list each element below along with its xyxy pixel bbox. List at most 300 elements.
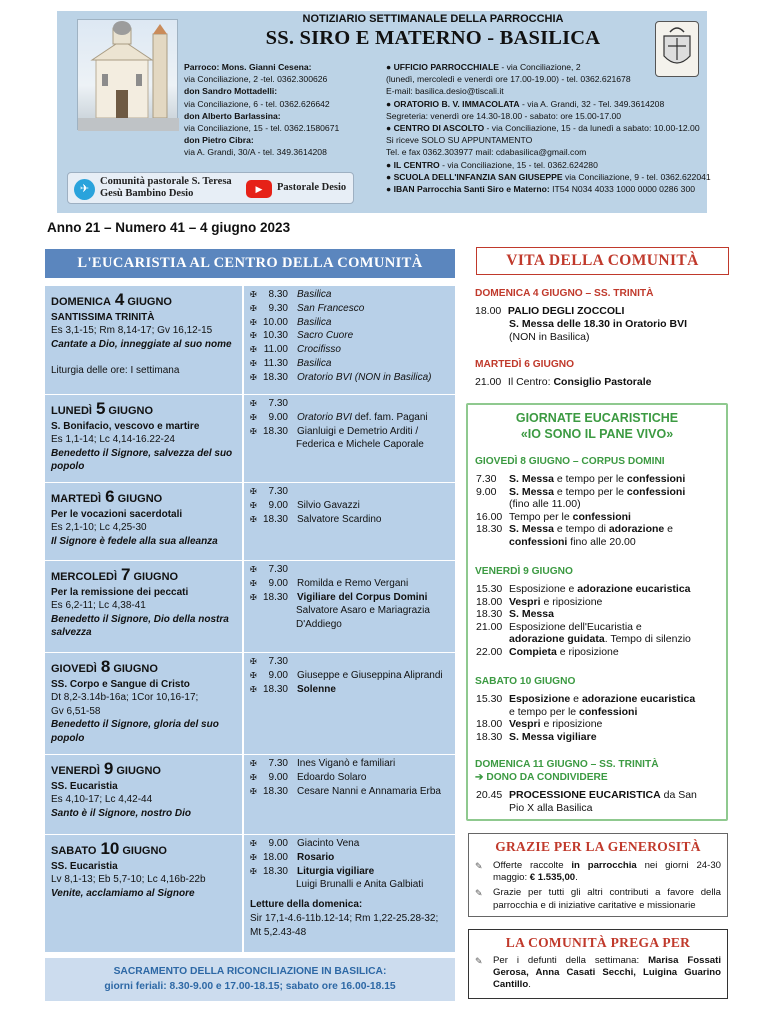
event-text: S. Messa xyxy=(509,523,554,536)
day-reading-line: popolo xyxy=(51,461,85,473)
giornate-event-line xyxy=(476,789,697,802)
letture-line: Sir 17,1-4.6-11b.12-14; Rm 1,22-25.28-32; xyxy=(250,912,439,924)
day-info xyxy=(45,755,244,834)
giornate-event-line xyxy=(476,646,691,659)
day-reading-line: Dt 8,2-3.14b-16a; 1Cor 10,16-17; xyxy=(51,692,199,704)
dono-heading: ➔ DONO DA CONDIVIDERE xyxy=(475,772,608,783)
giornate-event-line xyxy=(476,486,685,499)
service-line xyxy=(386,183,711,195)
cross-icon: ✠ xyxy=(250,290,257,299)
mass-entry xyxy=(250,837,455,851)
day-info xyxy=(45,561,244,652)
event-time: 9.00 xyxy=(476,485,497,498)
giornate-event-line xyxy=(476,596,691,609)
ringraziamento-text: Grazie per tutti gli altri contributi a favore della parrocchia e di iniziative caritative e missionarie xyxy=(493,887,721,911)
day-reading-line: salvezza xyxy=(51,627,92,639)
basilica-photo xyxy=(77,19,178,130)
day-reading-line: Per le vocazioni sacerdotali xyxy=(51,509,183,520)
mass-intention: San Francesco xyxy=(297,302,365,314)
mass-entry xyxy=(250,655,455,669)
service-detail: - via Conciliazione, 15 - tel. 0362.624280 xyxy=(439,159,598,170)
day-reading-line: Benedetto il Signore, salvezza del suo xyxy=(51,447,233,459)
cross-icon: ✠ xyxy=(250,759,257,768)
day-month: GIUGNO xyxy=(116,765,161,777)
day-reading-line: Benedetto il Signore, gloria del suo xyxy=(51,719,219,731)
day-month: GIUGNO xyxy=(113,663,158,675)
event-text: confessioni xyxy=(626,485,686,498)
mass-entry xyxy=(250,499,455,513)
event-detail: S. Messa delle 18.30 in Oratorio BVI xyxy=(509,317,687,330)
giornate-event-line xyxy=(476,621,691,634)
service-detail: Tel. e fax 0362.303977 mail: cdabasilica@gmail.com xyxy=(386,147,587,158)
day-month: GIUGNO xyxy=(122,845,167,857)
event-text: PROCESSIONE EUCARISTICA xyxy=(509,789,661,801)
mass-intention xyxy=(292,563,297,577)
cross-icon: ✠ xyxy=(250,426,257,436)
cross-icon: ✠ xyxy=(250,331,257,341)
mass-intention: Ines Viganò e familiari xyxy=(297,758,396,769)
event-time: 15.30 xyxy=(476,693,503,705)
grazie-title: GRAZIE PER LA GENEROSITÀ xyxy=(495,839,701,854)
event-text: adorazione xyxy=(608,523,665,536)
mass-time: 7.30 xyxy=(268,398,288,409)
mass-entry xyxy=(250,591,455,605)
telegram-label-line-1: Comunità pastorale S. Teresa xyxy=(100,176,232,187)
cross-icon: ✠ xyxy=(250,412,257,422)
mass-time: 9.00 xyxy=(268,771,288,783)
mass-time: 18.30 xyxy=(262,371,288,383)
giovedi-events xyxy=(476,473,685,549)
day-reading-line: Venite, acclamiamo al Signore xyxy=(51,887,195,899)
day-row xyxy=(45,286,455,394)
mass-entry xyxy=(250,397,455,411)
day-number: 8 xyxy=(100,657,111,676)
domenica-events xyxy=(476,789,697,814)
service-detail: - via A. Grandi, 32 - Tel. 349.3614208 xyxy=(519,98,665,109)
giornate-title xyxy=(468,410,726,442)
event-time: 15.30 xyxy=(476,583,503,595)
telegram-label-line-2: Gesù Bambino Desio xyxy=(100,188,194,199)
day-info xyxy=(45,835,244,952)
event-text: . Tempo di silenzio xyxy=(604,633,691,646)
mass-place: Oratorio BVI xyxy=(297,411,353,423)
service-detail: IT54 N034 4033 1000 0000 0286 300 xyxy=(549,183,696,194)
giornate-event-line xyxy=(476,731,695,744)
mass-entry xyxy=(250,485,455,499)
riconciliazione-title: SACRAMENTO DELLA RICONCILIAZIONE IN BASILICA: xyxy=(113,966,387,977)
event-note: (NON in Basilica) xyxy=(509,330,590,343)
event-time: 16.00 xyxy=(476,510,503,523)
domenica-heading: DOMENICA 11 GIUGNO – SS. TRINITÀ xyxy=(475,759,659,770)
mass-time: 7.30 xyxy=(268,758,288,769)
event-text: confessioni xyxy=(626,473,686,485)
mass-entry xyxy=(250,577,455,591)
pencil-icon: ✎ xyxy=(475,956,483,966)
day-month: GIUGNO xyxy=(117,493,163,505)
day-info xyxy=(45,286,244,394)
mass-intention: Cesare Nanni e Annamaria Erba xyxy=(297,785,441,797)
day-name: VENERDÌ xyxy=(51,765,100,777)
service-name: ● IBAN Parrocchia Santi Siro e Materno: xyxy=(386,183,550,194)
event-time: 7.30 xyxy=(476,473,497,485)
mass-intention: Oratorio BVI (NON in Basilica) xyxy=(297,371,432,383)
mass-intention: Oratorio BVI def. fam. Pagani xyxy=(297,411,428,423)
clergy-line: via Conciliazione, 2 -tel. 0362.300626 xyxy=(184,74,328,85)
cross-icon: ✠ xyxy=(250,670,257,680)
youtube-icon[interactable]: ▶ xyxy=(246,180,272,198)
event-time: 18.30 xyxy=(476,730,503,743)
event-text: adorazione guidata xyxy=(509,633,605,646)
cross-icon: ✠ xyxy=(250,514,257,524)
mass-time: 7.30 xyxy=(268,564,288,575)
youtube-link[interactable]: Pastorale Desio xyxy=(277,182,347,193)
vita-sunday-heading: DOMENICA 4 GIUGNO – SS. TRINITÀ xyxy=(475,288,654,299)
event-text: e tempo per le xyxy=(509,705,580,718)
service-detail: - via Conciliazione, 2 xyxy=(498,62,581,72)
service-detail: Segreteria: venerdì ore 14.30-18.00 - sabato: ore 15.00-17.00 xyxy=(386,110,622,121)
day-reading-line: Il Signore è fedele alla sua alleanza xyxy=(51,535,218,547)
weekly-mass-schedule xyxy=(45,286,455,952)
offerte-text: Offerte raccolte in parrocchia nei giorni 24-30 maggio: € 1.535,00. xyxy=(493,860,721,884)
event-time: 18.00 xyxy=(476,595,503,608)
clergy-line: via A. Grandi, 30/A - tel. 349.3614208 xyxy=(184,147,327,158)
mass-times xyxy=(246,755,455,834)
day-number: 9 xyxy=(103,759,114,778)
mass-time: 7.30 xyxy=(268,486,288,497)
pencil-icon: ✎ xyxy=(475,861,483,871)
day-heading xyxy=(51,487,237,508)
event-text: (fino alle 11.00) xyxy=(509,498,581,511)
mass-time: 9.00 xyxy=(268,411,288,423)
cross-icon: ✠ xyxy=(250,399,257,408)
event-text: S. Messa xyxy=(509,608,554,621)
event-text: Tempo per le xyxy=(509,510,573,523)
day-reading-line: SS. Eucaristia xyxy=(51,861,118,872)
day-reading-line: SANTISSIMA TRINITÀ xyxy=(51,312,155,323)
defunti-text: Per i defunti della settimana: Marisa Fossati Gerosa, Anna Casati Secchi, Luigina Guarino Cantillo. xyxy=(493,955,721,991)
vita-event-palio xyxy=(475,305,687,343)
mass-times xyxy=(246,835,455,952)
newsletter-header xyxy=(57,11,711,213)
mass-entry xyxy=(250,316,455,330)
event-text: Esposizione e xyxy=(509,583,578,595)
mass-entry xyxy=(250,371,455,385)
day-row xyxy=(45,482,455,560)
cross-icon: ✠ xyxy=(250,852,257,862)
vita-event-consiglio xyxy=(475,376,651,389)
day-name: GIOVEDÌ xyxy=(51,663,97,675)
day-row xyxy=(45,834,455,952)
mass-intention-continued: Federica e Michele Caporale xyxy=(296,439,424,451)
giornate-title-line-1: GIORNATE EUCARISTICHE xyxy=(515,411,679,425)
vita-tuesday-heading: MARTEDÌ 6 GIUGNO xyxy=(475,359,575,370)
event-text: Esposizione dell'Eucaristia e xyxy=(509,620,642,633)
day-heading xyxy=(51,839,237,860)
mass-intention: Basilica xyxy=(297,316,332,328)
day-row xyxy=(45,394,455,482)
mass-time: 11.00 xyxy=(263,344,288,356)
service-detail: (lunedì, mercoledì e venerdì ore 17.00-19.00) - tel. 0362.621678 xyxy=(386,74,631,85)
event-text: confessioni xyxy=(509,535,568,548)
clergy-contacts xyxy=(184,61,339,159)
mass-intention-continued: Salvatore Asaro e Mariagrazia xyxy=(296,605,430,617)
day-reading-line: Per la remissione dei peccati xyxy=(51,587,189,598)
mass-entry xyxy=(250,329,455,343)
mass-time: 9.30 xyxy=(268,302,288,314)
day-number: 5 xyxy=(95,399,106,418)
day-info xyxy=(45,653,244,754)
cross-icon: ✠ xyxy=(250,372,257,382)
giornate-event-line xyxy=(476,473,685,486)
mass-time: 18.00 xyxy=(262,851,288,863)
cross-icon: ✠ xyxy=(250,866,257,876)
day-reading-line: SS. Corpo e Sangue di Cristo xyxy=(51,679,190,690)
parish-services-contacts xyxy=(386,61,711,195)
day-reading-line: Es 1,1-14; Lc 4,14-16.22-24 xyxy=(51,434,175,446)
telegram-icon[interactable]: ✈ xyxy=(74,179,95,200)
mass-intention: Romilda e Remo Vergani xyxy=(297,577,409,589)
mass-times xyxy=(246,395,455,482)
cross-icon: ✠ xyxy=(250,487,257,496)
venerdi-heading: VENERDÌ 9 GIUGNO xyxy=(475,566,573,577)
service-line xyxy=(386,159,711,171)
event-text: Compieta xyxy=(509,645,557,658)
day-month: GIUGNO xyxy=(108,405,154,417)
day-row xyxy=(45,652,455,754)
day-reading-line: S. Bonifacio, vescovo e martire xyxy=(51,421,200,432)
riconciliazione-hours: giorni feriali: 8.30-9.00 e 17.00-18.15; sabato ore 16.00-18.15 xyxy=(104,981,396,992)
letture-line: Mt 5,2.43-48 xyxy=(250,926,307,938)
mass-intention: Sacro Cuore xyxy=(297,330,354,342)
clergy-line: Parroco: Mons. Gianni Cesena: xyxy=(184,62,312,72)
day-month: GIUGNO xyxy=(127,296,172,308)
mass-intention xyxy=(292,485,297,499)
mass-entry xyxy=(250,851,455,865)
letture-domenica xyxy=(250,898,455,939)
event-text: Vespri xyxy=(509,718,541,731)
defunti-bullet xyxy=(469,955,727,992)
mass-intention: Solenne xyxy=(297,683,336,695)
event-time: 18.30 xyxy=(476,608,503,621)
event-text: Vespri xyxy=(509,595,541,608)
eucaristia-section-title: L'EUCARISTIA AL CENTRO DELLA COMUNITÀ xyxy=(45,249,455,278)
day-reading-line: Benedetto il Signore, Dio della nostra xyxy=(51,613,229,625)
service-line xyxy=(386,146,711,158)
giornate-eucaristiche-box xyxy=(466,403,728,821)
prega-title: LA COMUNITÀ PREGA PER xyxy=(505,935,691,950)
mass-time: 18.30 xyxy=(262,591,288,603)
mass-intention: Crocifisso xyxy=(297,344,341,356)
mass-time: 10.00 xyxy=(262,316,288,328)
mass-entry xyxy=(250,411,455,425)
day-heading xyxy=(51,759,237,780)
event-time: 18.00 xyxy=(475,305,502,317)
giornate-event-line xyxy=(476,633,691,646)
sabato-events xyxy=(476,693,695,743)
day-reading-line: Es 3,1-15; Rm 8,14-17; Gv 16,12-15 xyxy=(51,325,213,337)
mass-intention xyxy=(292,655,297,669)
mass-time: 9.00 xyxy=(268,669,288,681)
event-text: e tempo di xyxy=(553,523,609,536)
cross-icon: ✠ xyxy=(250,358,257,368)
cross-icon: ✠ xyxy=(250,565,257,574)
mass-entry xyxy=(250,563,455,577)
mass-intention: Giacinto Vena xyxy=(297,838,360,849)
day-number: 6 xyxy=(105,487,115,506)
event-text: da San xyxy=(660,789,697,801)
giornate-event-line xyxy=(476,608,691,621)
mass-entry xyxy=(250,785,455,799)
day-reading-line: Liturgia delle ore: I settimana xyxy=(51,365,180,377)
giornate-event-line xyxy=(476,511,685,524)
event-text: e tempo per le xyxy=(553,485,627,498)
day-name: MERCOLEDÌ xyxy=(51,571,117,583)
event-text: adorazione eucaristica xyxy=(577,583,691,595)
social-links xyxy=(67,172,354,204)
service-name: ● IL CENTRO xyxy=(386,159,440,170)
issue-line: Anno 21 – Numero 41 – 4 giugno 2023 xyxy=(47,220,291,235)
mass-entry xyxy=(250,771,455,785)
cross-icon: ✠ xyxy=(250,786,257,796)
mass-entry xyxy=(250,513,455,527)
prega-box xyxy=(468,929,728,999)
day-reading-line: Gv 6,51-58 xyxy=(51,705,101,717)
clergy-line: via Conciliazione, 15 - tel. 0362.1580671 xyxy=(184,122,340,133)
event-text: S. Messa xyxy=(509,473,554,485)
cross-icon: ✠ xyxy=(250,839,257,848)
service-detail: - via Conciliazione, 15 - da lunedì a sabato: 10.00-12.00 xyxy=(484,122,700,133)
clergy-line: don Sandro Mottadelli: xyxy=(184,86,278,97)
clergy-line: don Pietro Cibra: xyxy=(184,135,254,146)
mass-entry xyxy=(250,757,455,771)
day-number: 7 xyxy=(121,565,131,584)
service-line xyxy=(386,61,711,73)
event-text: adorazione eucaristica xyxy=(581,693,696,705)
mass-time: 8.30 xyxy=(268,289,288,300)
day-reading-line: SS. Eucaristia xyxy=(51,781,118,792)
vita-comunita-title: VITA DELLA COMUNITÀ xyxy=(476,247,729,275)
telegram-link[interactable] xyxy=(100,176,232,200)
giornate-title-line-2: «IO SONO IL PANE VIVO» xyxy=(520,427,674,441)
mass-times xyxy=(246,483,455,560)
cross-icon: ✠ xyxy=(250,345,257,355)
event-title: PALIO DEGLI ZOCCOLI xyxy=(507,305,625,317)
giornate-event-line xyxy=(476,583,691,596)
cross-icon: ✠ xyxy=(250,684,257,694)
mass-time: 7.30 xyxy=(268,656,288,667)
mass-time: 9.00 xyxy=(268,499,288,511)
mass-intention xyxy=(292,397,297,411)
mass-intention: Salvatore Scardino xyxy=(297,513,382,525)
mass-intention: Basilica xyxy=(297,357,332,369)
ringraziamento-bullet xyxy=(469,887,727,911)
event-text: e riposizione xyxy=(556,645,619,658)
event-time: 20.45 xyxy=(476,789,503,801)
mass-entry xyxy=(250,357,455,371)
giornate-event-line xyxy=(476,718,695,731)
cross-icon: ✠ xyxy=(250,657,257,666)
service-line xyxy=(386,85,711,97)
mass-intention: Gianluigi e Demetrio Arditi / xyxy=(297,425,419,437)
mass-intention: Basilica xyxy=(297,289,332,300)
event-place: Il Centro: xyxy=(507,376,554,388)
service-line xyxy=(386,73,711,85)
event-text: S. Messa xyxy=(509,485,554,498)
giornate-event-line xyxy=(476,706,695,719)
service-line xyxy=(386,134,711,146)
clergy-line: don Alberto Barlassina: xyxy=(184,110,281,121)
header-subtitle: NOTIZIARIO SETTIMANALE DELLA PARROCCHIA xyxy=(302,13,564,25)
mass-entry xyxy=(250,302,455,316)
giornate-event-line xyxy=(476,802,697,815)
riconciliazione-box xyxy=(45,958,455,1001)
day-reading-line: Cantate a Dio, inneggiate al suo nome xyxy=(51,338,232,350)
mass-intention: Silvio Gavazzi xyxy=(297,499,360,511)
event-text: S. Messa vigiliare xyxy=(509,730,597,743)
clergy-line: via Conciliazione, 6 - tel. 0362.626642 xyxy=(184,98,330,109)
day-reading-line: Santo è il Signore, nostro Dio xyxy=(51,807,192,819)
event-text: Esposizione xyxy=(509,693,571,705)
service-line xyxy=(386,171,711,183)
mass-entry xyxy=(250,343,455,357)
service-detail: E-mail: basilica.desio@tiscali.it xyxy=(386,86,504,97)
mass-time: 9.00 xyxy=(268,838,288,849)
day-heading xyxy=(51,657,237,678)
day-month: GIUGNO xyxy=(133,571,179,583)
mass-intention-continued: D'Addiego xyxy=(296,619,342,631)
day-reading-line: Lv 8,1-13; Eb 5,7-10; Lc 4,16b-22b xyxy=(51,874,206,886)
day-row xyxy=(45,754,455,834)
event-time: 22.00 xyxy=(476,645,503,658)
service-detail: Si riceve SOLO SU APPUNTAMENTO xyxy=(386,135,533,146)
mass-entry xyxy=(250,669,455,683)
mass-time: 18.30 xyxy=(262,513,288,525)
header-title: SS. SIRO E MATERNO - BASILICA xyxy=(265,27,601,49)
event-text: e tempo per le xyxy=(553,473,627,485)
cross-icon: ✠ xyxy=(250,578,257,588)
day-name: SABATO xyxy=(51,845,97,857)
cross-icon: ✠ xyxy=(250,500,257,510)
day-reading-line: popolo xyxy=(51,732,85,744)
day-info xyxy=(45,395,244,482)
cross-icon: ✠ xyxy=(250,317,257,327)
giornate-event-line xyxy=(476,498,685,511)
service-detail: via Conciliazione, 9 - tel. 0362.622041 xyxy=(562,171,711,182)
event-text: fino alle 20.00 xyxy=(567,535,636,548)
event-text: e riposizione xyxy=(540,718,603,731)
event-text: confessioni xyxy=(572,510,631,523)
day-name: LUNEDÌ xyxy=(51,405,92,417)
letture-title: Letture della domenica: xyxy=(250,899,363,911)
day-row xyxy=(45,560,455,652)
cross-icon: ✠ xyxy=(250,592,257,602)
venerdi-events xyxy=(476,583,691,659)
mass-intention: Rosario xyxy=(297,851,335,863)
pencil-icon: ✎ xyxy=(475,888,483,899)
day-heading xyxy=(51,565,237,586)
mass-time: 18.30 xyxy=(262,785,288,797)
mass-time: 9.00 xyxy=(268,577,288,589)
day-name: MARTEDÌ xyxy=(51,493,102,505)
service-name: ● UFFICIO PARROCCHIALE xyxy=(386,62,499,72)
cross-icon: ✠ xyxy=(250,772,257,782)
mass-entry xyxy=(250,683,455,697)
event-time: 21.00 xyxy=(475,376,502,388)
day-number: 10 xyxy=(100,839,120,858)
day-heading xyxy=(51,399,237,420)
day-reading-line: Es 2,1-10; Lc 4,25-30 xyxy=(51,522,147,534)
mass-times xyxy=(246,286,455,394)
